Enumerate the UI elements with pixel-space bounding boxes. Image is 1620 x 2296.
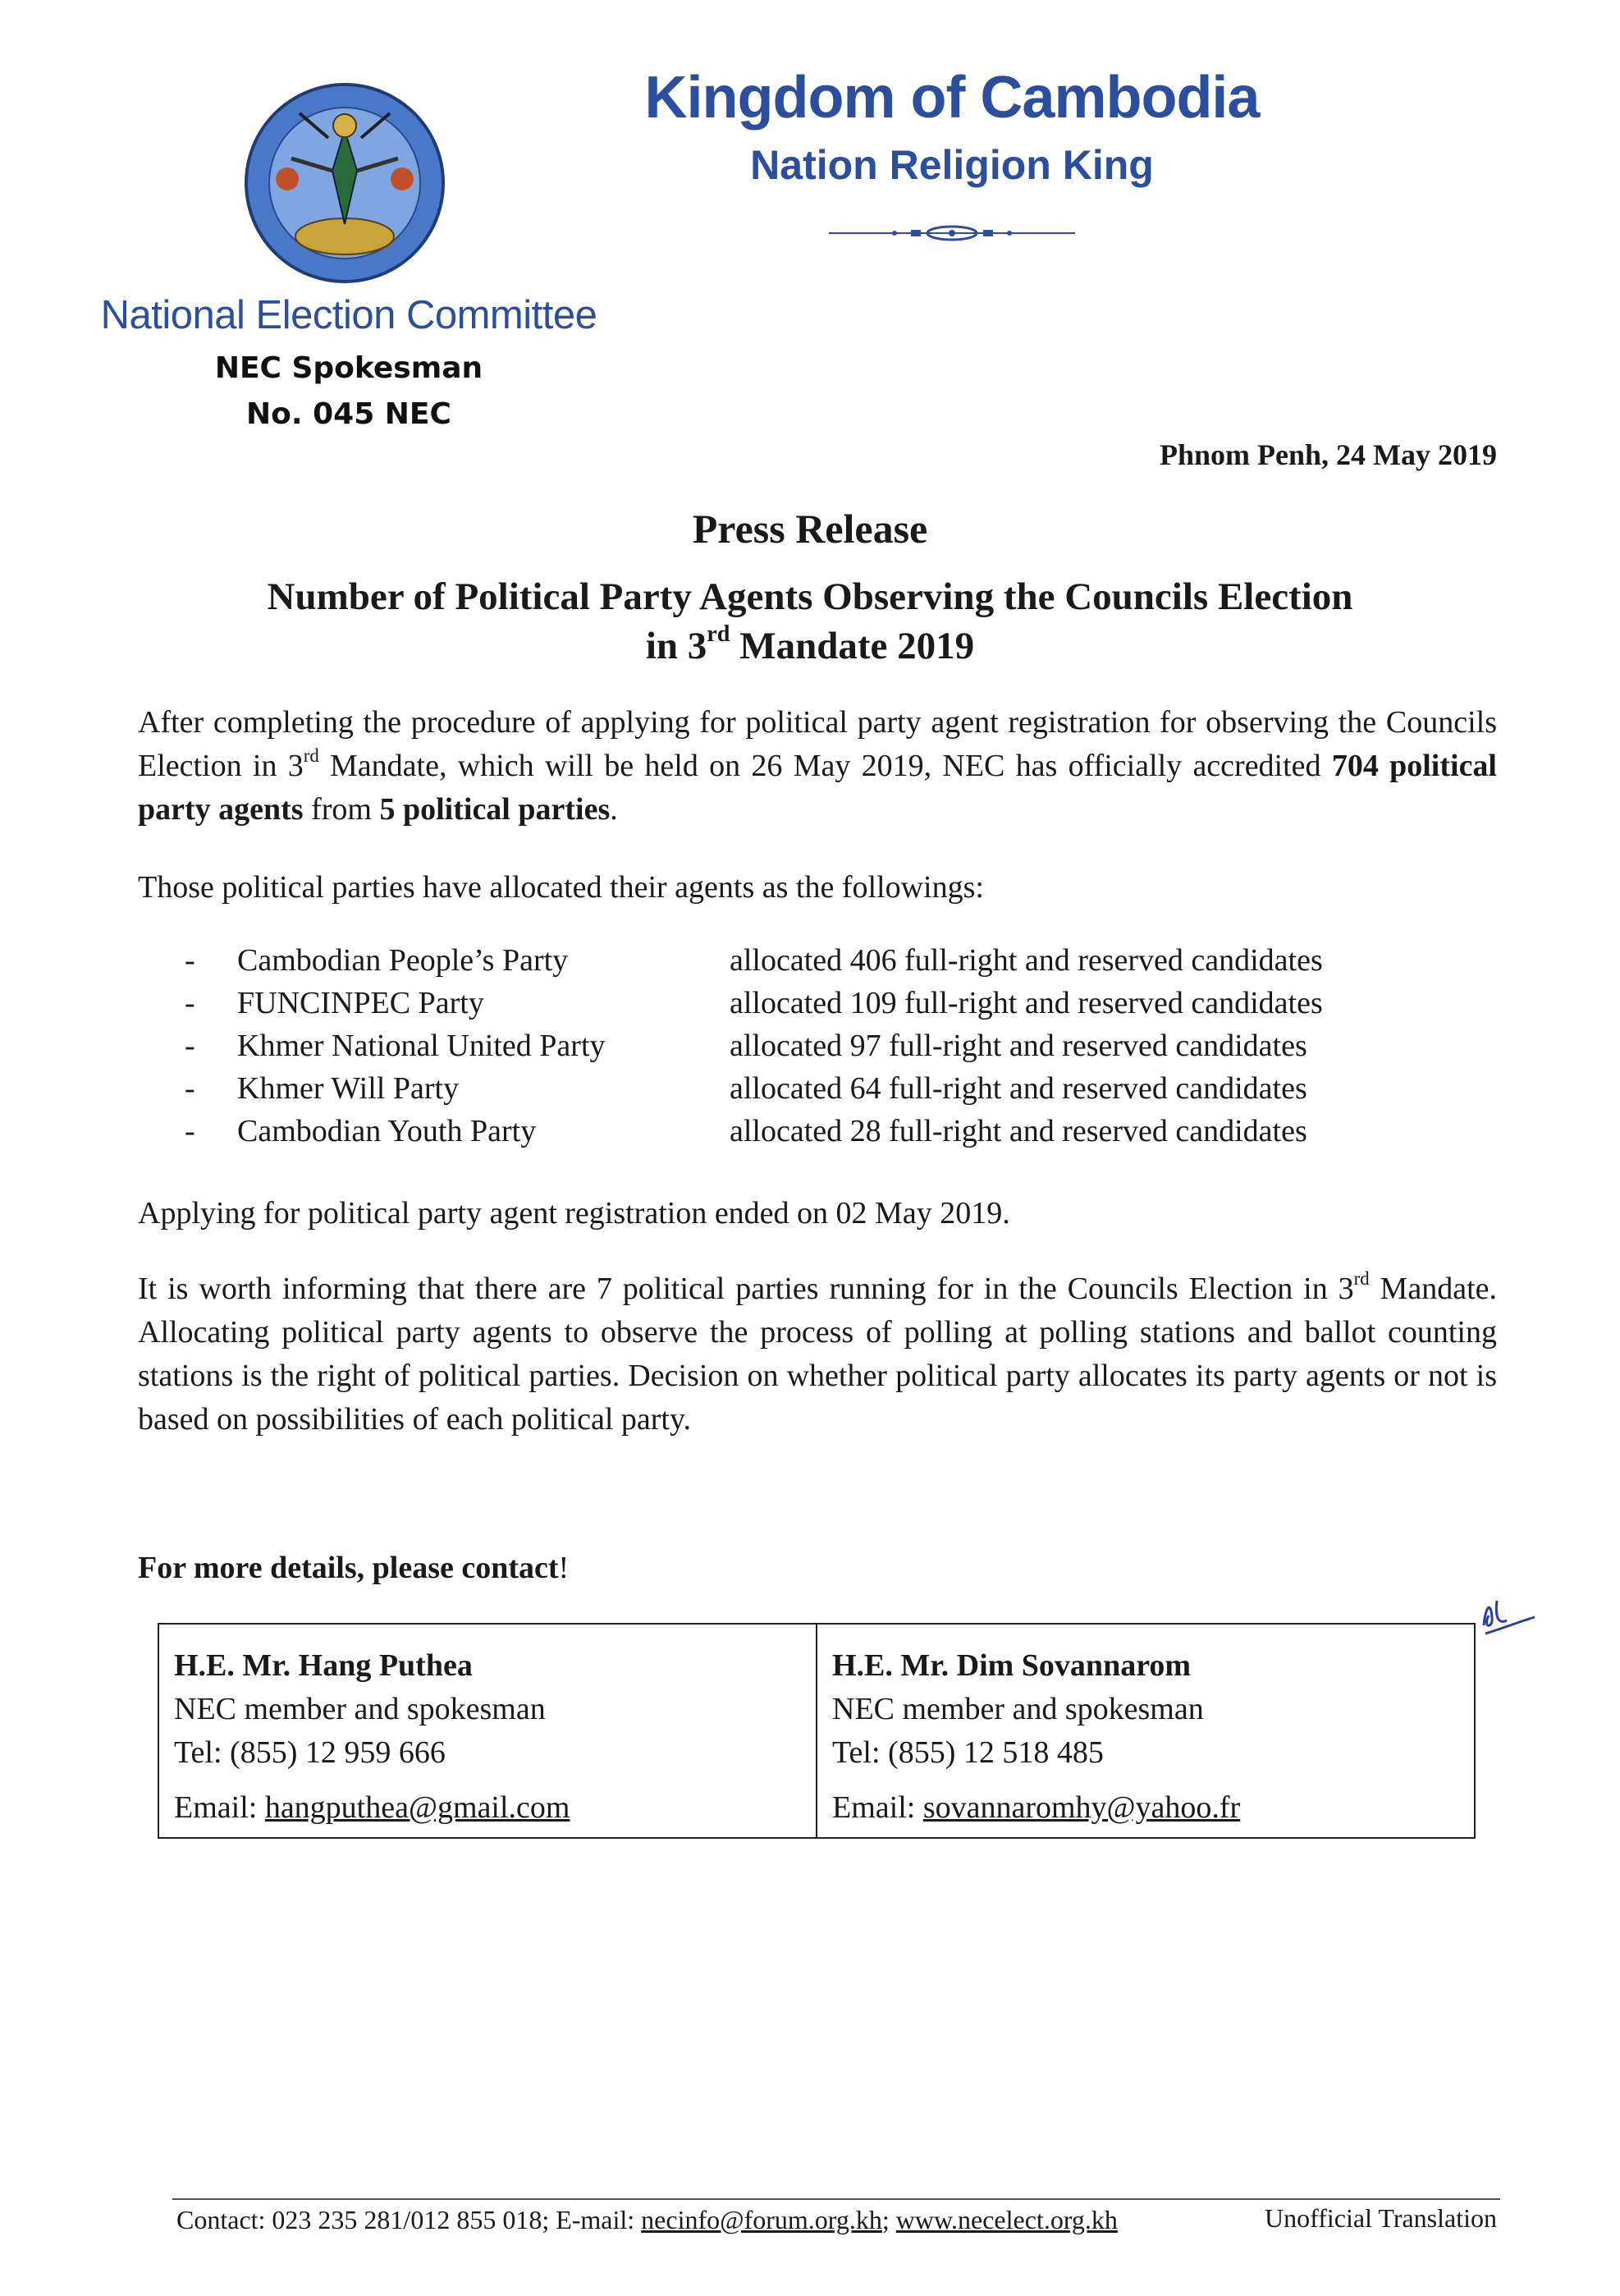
contact-email-link[interactable]: hangputhea@gmail.com xyxy=(264,1790,570,1825)
paragraph-parties-running: It is worth informing that there are 7 political parties running for in the Councils Election in 3rd Mandate. Allocating political party agents to observe the process of polling at polling stations and ballot counting stations is the right of political parties. Decision on whether political party allocates its party agents or not is based on possibilities of each political party. xyxy=(138,1267,1497,1437)
paragraph-accreditation: After completing the procedure of applying for political party agent registration for observing the Councils Election in 3rd Mandate, which will be held on 26 May 2019, NEC has officially accredited 704 political party agents from 5 political parties. xyxy=(138,705,1497,827)
party-allocation: allocated 28 full-right and reserved candidates xyxy=(730,1114,1307,1148)
footer-divider xyxy=(172,2198,1500,2200)
handwritten-initials-icon xyxy=(1477,1593,1543,1642)
contact-role: NEC member and spokesman xyxy=(832,1692,1204,1726)
office-label: NEC Spokesman xyxy=(214,351,483,385)
place-date: Phnom Penh, 24 May 2019 xyxy=(1159,438,1497,471)
press-release-label: Press Release xyxy=(692,506,928,552)
national-motto: Nation Religion King xyxy=(750,142,1154,188)
contact-card: H.E. Mr. Hang Puthea NEC member and spokesman Tel: (855) 12 959 666 Email: hangputhea@gmail.com xyxy=(159,1625,816,1837)
list-item: - Cambodian Youth Party allocated 28 full-right and reserved candidates xyxy=(185,1113,1498,1156)
footer-email-link[interactable]: necinfo@forum.org.kh xyxy=(641,2205,882,2234)
contact-role: NEC member and spokesman xyxy=(174,1692,546,1726)
contact-name: H.E. Mr. Dim Sovannarom xyxy=(832,1648,1192,1683)
contact-email-link[interactable]: sovannaromhy@yahoo.fr xyxy=(922,1790,1241,1825)
party-allocation-list xyxy=(185,942,1498,1156)
contact-tel: Tel: (855) 12 518 485 xyxy=(832,1735,1104,1770)
paragraph-registration-end: Applying for political party agent registration ended on 02 May 2019. xyxy=(138,1196,1010,1230)
party-allocation: allocated 406 full-right and reserved candidates xyxy=(730,943,1323,978)
party-name: Cambodian Youth Party xyxy=(237,1114,537,1148)
contact-card: H.E. Mr. Dim Sovannarom NEC member and spokesman Tel: (855) 12 518 485 Email: sovannaromhy@yahoo.fr xyxy=(816,1625,1474,1837)
list-item: - Khmer Will Party allocated 64 full-right and reserved candidates xyxy=(185,1070,1498,1113)
organization-name: National Election Committee xyxy=(100,293,597,337)
document-number: No. 045 NEC xyxy=(246,397,451,431)
party-allocation: allocated 64 full-right and reserved candidates xyxy=(730,1071,1307,1106)
list-item: - FUNCINPEC Party allocated 109 full-right and reserved candidates xyxy=(185,985,1498,1028)
party-name: FUNCINPEC Party xyxy=(237,986,484,1020)
contact-tel: Tel: (855) 12 959 666 xyxy=(174,1735,446,1770)
kingdom-title: Kingdom of Cambodia xyxy=(644,65,1260,131)
contact-table xyxy=(158,1623,1476,1839)
party-allocation: allocated 109 full-right and reserved candidates xyxy=(730,986,1323,1020)
divider-ornament-icon xyxy=(829,218,1075,248)
contact-name: H.E. Mr. Hang Puthea xyxy=(174,1648,473,1683)
party-name: Khmer Will Party xyxy=(237,1071,460,1106)
translation-note: Unofficial Translation xyxy=(1265,2203,1497,2233)
party-name: Cambodian People’s Party xyxy=(237,943,569,978)
press-release-heading-line2: in 3rd Mandate 2019 xyxy=(645,621,975,667)
list-item: - Cambodian People’s Party allocated 406 full-right and reserved candidates xyxy=(185,942,1498,985)
list-item: - Khmer National United Party allocated 97 full-right and reserved candidates xyxy=(185,1028,1498,1070)
nec-seal-icon xyxy=(242,80,447,286)
party-name: Khmer National United Party xyxy=(237,1029,606,1063)
footer-website-link[interactable]: www.necelect.org.kh xyxy=(895,2205,1118,2234)
paragraph-allocation-intro: Those political parties have allocated their agents as the followings: xyxy=(138,870,984,905)
party-allocation: allocated 97 full-right and reserved candidates xyxy=(730,1029,1307,1063)
contact-heading: For more details, please contact! xyxy=(138,1551,570,1585)
footer-contact: Contact: 023 235 281/012 855 018; E-mail: necinfo@forum.org.kh; www.necelect.org.kh xyxy=(176,2205,1118,2234)
press-release-heading-line1: Number of Political Party Agents Observing the Councils Election xyxy=(267,575,1353,618)
